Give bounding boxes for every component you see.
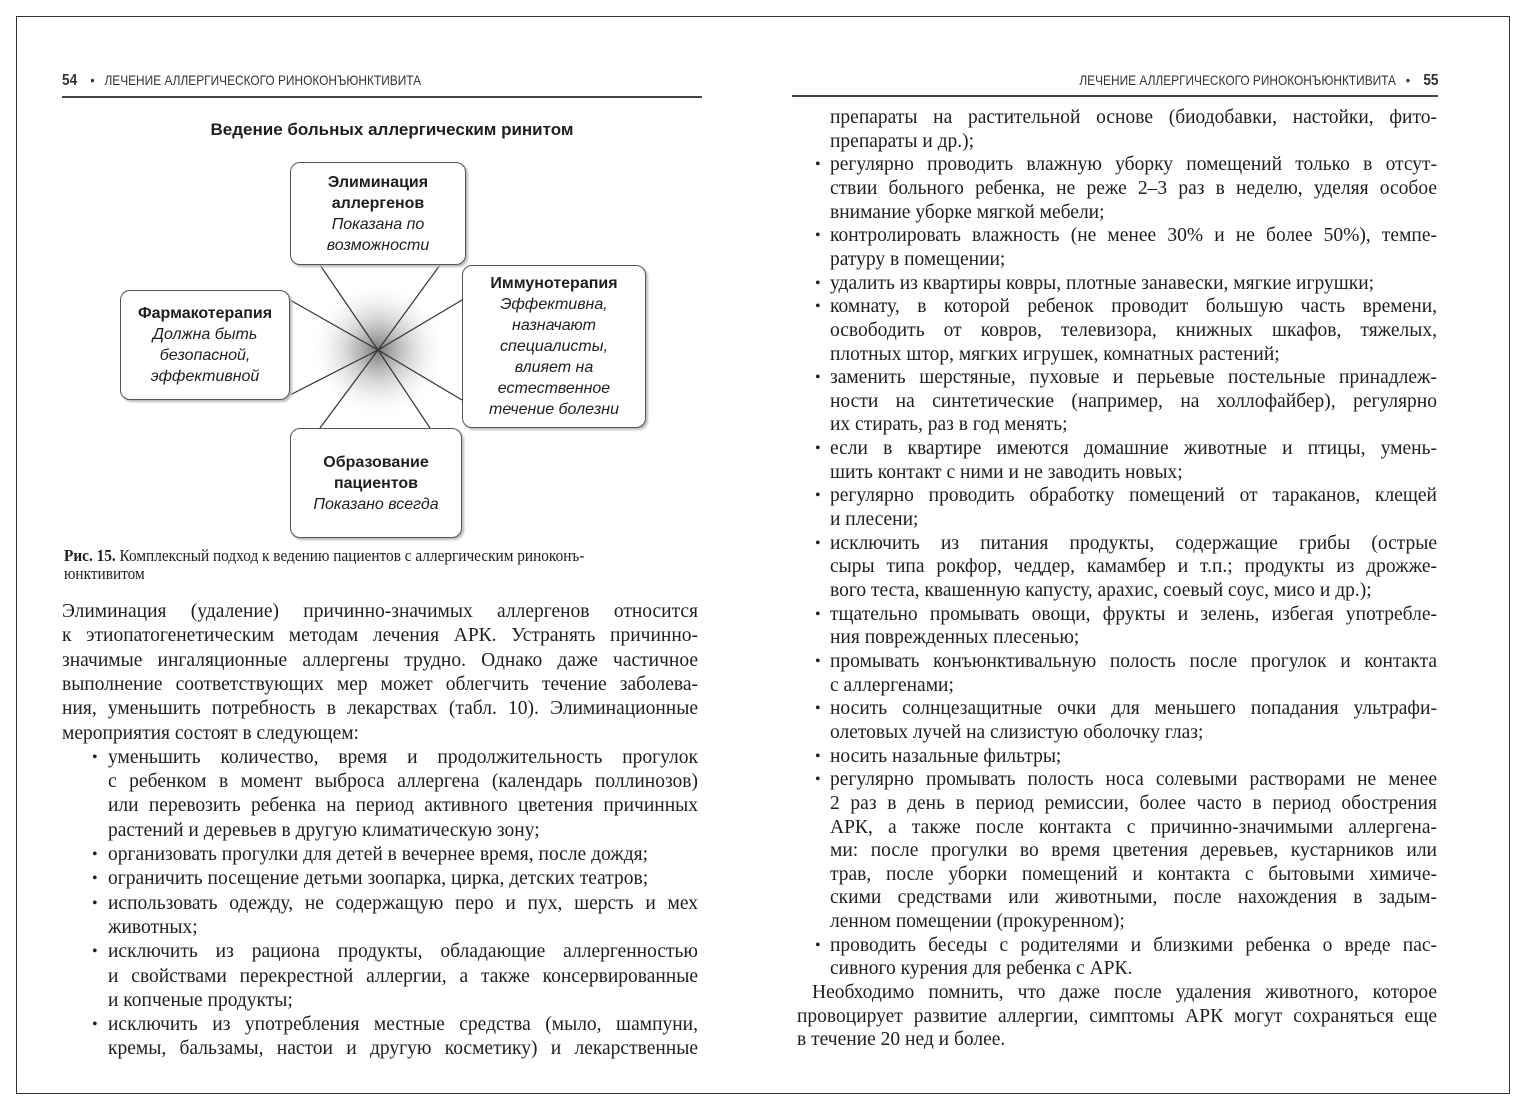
bullet-item-line: кремы, бальзамы, настои и другую косметику) и лекарственные [108, 1038, 698, 1060]
bullet-item-line: ленном помещении (прокуренном); [830, 911, 1125, 933]
bullet-item-line: шить контакт с ними и не заводить новых; [830, 461, 1183, 483]
paragraph-line: мероприятия состоят в следующем: [62, 722, 359, 744]
box-description: Должна быть безопасной, эффективной [150, 326, 260, 385]
box-title: Иммунотерапия [490, 275, 618, 292]
paragraph-line: выполнение соответствующих мер может облегчить течение заболева- [62, 673, 698, 695]
bullet-marker: • [92, 748, 98, 766]
bullet-item-line: ратуру в помещении; [830, 248, 1006, 270]
bullet-item-line: промывать конъюнктивальную полость после прогулок и контакта [830, 650, 1437, 672]
bullet-item-line: сыры типа рокфор, чеддер, камамбер и т.п.; продукты из дрожже- [830, 556, 1437, 578]
bullet-marker: • [92, 1016, 98, 1034]
bullet-item-line: исключить из рациона продукты, обладающие аллергенностью [108, 941, 698, 963]
bullet-item-line: и копченые продукты; [108, 989, 293, 1011]
bullet-item-line: плотных штор, мягких игрушек, комнатных растений; [830, 343, 1280, 365]
box-title: Образование пациентов [323, 453, 429, 492]
bullet-item-line: использовать одежду, не содержащую перо и пух, шерсть и мех [108, 892, 698, 914]
bullet-item-line: или перевозить ребенка на период активного цветения причинных [108, 795, 698, 817]
bullet-marker: • [92, 870, 98, 888]
caption-line: юнктивитом [64, 564, 145, 583]
bullet-marker: • [815, 156, 821, 174]
bullet-item-line: вого теста, квашенную капусту, арахис, соевый соус, мисо и др.); [830, 580, 1372, 601]
bullet-item-line: контролировать влажность (не менее 30% и не более 50%), темпе- [830, 225, 1437, 247]
bullet-marker: • [815, 605, 821, 623]
bullet-item-line: их стирать, раз в год менять; [830, 414, 1068, 436]
bullet-item-line: комнату, в которой ребенок проводит большую часть времени, [830, 296, 1437, 318]
bullet-item-line: сивного курения для ребенка с АРК. [830, 958, 1133, 980]
bullet-marker: • [92, 943, 98, 961]
bullet-item-line: с аллергенами; [830, 674, 954, 696]
bullet-marker: • [815, 747, 821, 765]
box-description: Показана по возможности [326, 215, 430, 254]
bullet-item-line: и плесени; [830, 509, 919, 531]
header-bullet: • [90, 72, 95, 88]
box-description: Эффективна, назначают специалисты, влияет на естественное течение болезни [489, 296, 619, 418]
bullet-item-line: исключить из питания продукты, содержащие грибы (острые [830, 532, 1437, 554]
bullet-item-line: тщательно промывать овощи, фрукты и зелень, избегая употребле- [830, 603, 1437, 625]
bullet-marker: • [815, 700, 821, 718]
diagram-box-elimination [290, 162, 466, 265]
bullet-item-line: олетовых лучей на слизистую оболочку глаз; [830, 721, 1204, 743]
bullet-marker: • [815, 771, 821, 789]
bullet-marker: • [815, 652, 821, 670]
header-rule-right [792, 95, 1438, 97]
bullet-item-line: регулярно проводить влажную уборку помещений только в отсут- [830, 154, 1437, 176]
bullet-item-line: регулярно проводить обработку помещений от тараканов, клещей [830, 485, 1437, 507]
bullet-item-line: заменить шерстяные, пуховые и перьевые постельные принадлеж- [830, 367, 1437, 389]
bullet-marker: • [815, 534, 821, 552]
bullet-item-line: и свойствами перекрестной аллергии, а также консервированные [108, 965, 698, 987]
bullet-item-line: организовать прогулки для детей в вечернее время, после дождя; [108, 844, 649, 865]
page-number-left: 54 [62, 72, 78, 89]
bullet-marker: • [815, 298, 821, 316]
diagram-box-patient-education [290, 428, 462, 538]
bullet-item-line: скими средствами или животными, после нахождения в задым- [830, 887, 1437, 909]
bullet-marker: • [92, 894, 98, 912]
bullet-item-line: ствии больного ребенка, не реже 2–3 раз в неделю, уделяя особое [830, 177, 1437, 199]
paragraph-line: Необходимо помнить, что даже после удаления животного, которое [812, 982, 1437, 1004]
box-title: Фармакотерапия [137, 305, 273, 322]
continuation-line: препараты на растительной основе (биодобавки, настойки, фито- [830, 107, 1437, 128]
bullet-item-line: 2 раз в день в период ремиссии, более часто в период обострения [830, 792, 1437, 814]
bullet-item-line: с ребенком в момент выброса аллергена (календарь поллинозов) [108, 771, 698, 793]
figure-label: Рис. 15. [64, 546, 116, 565]
bullet-item-line: ограничить посещение детьми зоопарка, цирка, детских театров; [108, 868, 649, 890]
bullet-item-line: регулярно промывать полость носа солевыми растворами не менее [830, 769, 1437, 791]
diagram-box-pharmacotherapy [120, 290, 290, 400]
paragraph-line: к этиопатогенетическим методам лечения АРК. Устранять причинно- [62, 625, 698, 647]
bullet-marker: • [815, 227, 821, 245]
bullet-item-line: уменьшить количество, время и продолжительность прогулок [108, 746, 698, 768]
bullet-marker: • [815, 936, 821, 954]
paragraph-line: ния, уменьшить потребность в лекарствах (табл. 10). Элиминационные [62, 698, 698, 720]
bullet-item-line: растений и деревьев в другую климатическую зону; [108, 819, 540, 841]
diagram-box-immunotherapy [462, 265, 646, 428]
paragraph-line: Элиминация (удаление) причинно-значимых аллергенов относится [62, 601, 698, 622]
bullet-item-line: ми: после прогулки во время цветения деревьев, кустарников или [830, 840, 1437, 862]
diagram-title: Ведение больных аллергическим ринитом [210, 120, 574, 139]
bullet-item-line: трав, после уборки помещений и контакта с бытовыми химиче- [830, 863, 1437, 885]
bullet-marker: • [815, 369, 821, 387]
continuation-line: препараты и др.); [830, 130, 975, 152]
box-title: Элиминация аллергенов [327, 173, 429, 212]
bullet-item-line: ности на синтетические (например, на холлофайбер), регулярно [830, 390, 1437, 412]
bullet-item-line: внимание уборке мягкой мебели; [830, 201, 1105, 223]
figure-caption [64, 546, 584, 566]
bullet-marker: • [815, 274, 821, 292]
header-bullet: • [1405, 72, 1410, 88]
right-running-header [1079, 72, 1438, 90]
running-head-right: ЛЕЧЕНИЕ АЛЛЕРГИЧЕСКОГО РИНОКОНЪЮНКТИВИТА [1078, 72, 1396, 88]
bullet-item-line: освободить от ковров, телевизора, книжных шкафов, тяжелых, [830, 319, 1437, 341]
bullet-item-line: животных; [108, 916, 198, 938]
paragraph-line: провоцирует развитие аллергии, симптомы АРК могут сохраняться еще [797, 1005, 1437, 1027]
paragraph-line: в течение 20 нед и более. [797, 1029, 1006, 1051]
bullet-item-line: ния поврежденных плесенью; [830, 627, 1080, 649]
caption-line: Комплексный подход к ведению пациентов с аллергическим риноконъ- [119, 546, 585, 565]
bullet-item-line: если в квартире имеются домашние животные и птицы, умень- [830, 438, 1437, 460]
bullet-marker: • [815, 487, 821, 505]
page-number-right: 55 [1422, 72, 1438, 89]
running-head-left: ЛЕЧЕНИЕ АЛЛЕРГИЧЕСКОГО РИНОКОНЪЮНКТИВИТА [104, 72, 422, 88]
bullet-item-line: носить назальные фильтры; [830, 745, 1062, 767]
bullet-item-line: удалить из квартиры ковры, плотные занавески, мягкие игрушки; [830, 272, 1375, 294]
bullet-item-line: АРК, а также после контакта с причинно-значимыми аллергена- [830, 816, 1437, 838]
box-description: Показано всегда [313, 495, 439, 513]
bullet-item-line: исключить из употребления местные средства (мыло, шампуни, [108, 1014, 698, 1036]
bullet-item-line: носить солнцезащитные очки для меньшего попадания ультрафи- [830, 698, 1437, 720]
bullet-marker: • [92, 846, 98, 863]
bullet-item-line: проводить беседы с родителями и близкими ребенка о вреде пас- [830, 934, 1437, 956]
paragraph-line: значимые ингаляционные аллергены трудно. Однако даже частичное [62, 649, 698, 671]
bullet-marker: • [815, 440, 821, 458]
